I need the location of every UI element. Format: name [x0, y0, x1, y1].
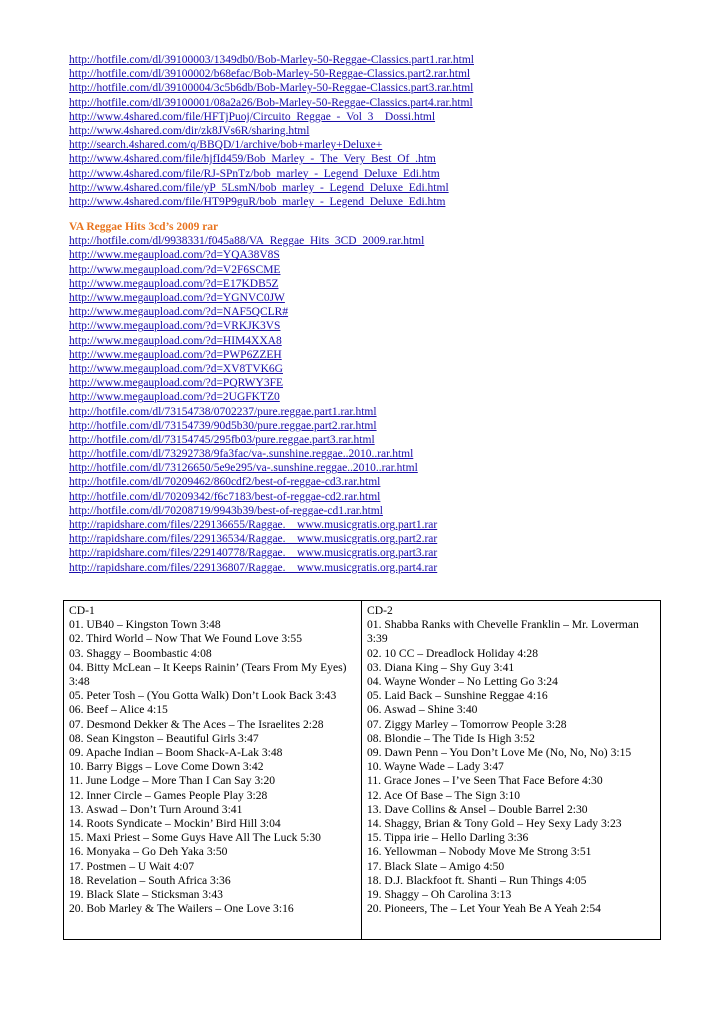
download-link[interactable]: http://www.4shared.com/file/HFTjPuoj/Circuito_Reggae_-_Vol_3__Dossi.html: [69, 110, 436, 123]
track-item: 06. Aswad – Shine 3:40: [367, 703, 478, 717]
download-link[interactable]: http://www.megaupload.com/?d=PQRWY3FE: [69, 377, 283, 390]
track-item: 20. Bob Marley & The Wailers – One Love 3:16: [69, 902, 294, 916]
download-link[interactable]: http://hotfile.com/dl/70209342/f6c7183/best-of-reggae-cd2.rar.html: [69, 490, 381, 503]
download-link[interactable]: http://hotfile.com/dl/73126650/5e9e295/va-.sunshine.reggae..2010..rar.html: [69, 462, 418, 475]
download-link[interactable]: http://www.4shared.com/file/yP_5LsmN/bob_marley_-_Legend_Deluxe_Edi.html: [69, 181, 449, 194]
download-link[interactable]: http://www.megaupload.com/?d=V2F6SCME: [69, 263, 281, 276]
track-item: 18. D.J. Blackfoot ft. Shanti – Run Things 4:05: [367, 873, 587, 887]
download-link[interactable]: http://hotfile.com/dl/39100003/1349db0/Bob-Marley-50-Reggae-Classics.part1.rar.html: [69, 54, 474, 66]
download-link[interactable]: http://hotfile.com/dl/39100004/3c5b6db/Bob-Marley-50-Reggae-Classics.part3.rar.html: [69, 82, 474, 95]
download-link[interactable]: http://www.megaupload.com/?d=PWP6ZZEH: [69, 348, 282, 361]
track-item: 07. Ziggy Marley – Tomorrow People 3:28: [367, 717, 567, 731]
track-item: 05. Peter Tosh – (You Gotta Walk) Don’t Look Back 3:43: [69, 689, 337, 703]
download-link[interactable]: http://www.megaupload.com/?d=YQA38V8S: [69, 249, 280, 262]
section-title: VA Reggae Hits 3cd’s 2009 rar: [69, 221, 219, 234]
download-link[interactable]: http://www.4shared.com/dir/zk8JVs6R/sharing.html: [69, 124, 310, 137]
download-link[interactable]: http://www.megaupload.com/?d=NAF5QCLR#: [69, 306, 289, 319]
download-link[interactable]: http://www.megaupload.com/?d=E17KDB5Z: [69, 277, 279, 290]
download-link[interactable]: http://hotfile.com/dl/73154739/90d5b30/pure.reggae.part2.rar.html: [69, 419, 377, 432]
download-link[interactable]: http://hotfile.com/dl/39100002/b68efac/Bob-Marley-50-Reggae-Classics.part2.rar.html: [69, 68, 471, 81]
track-item: 16. Monyaka – Go Deh Yaka 3:50: [69, 845, 228, 859]
download-link[interactable]: http://www.4shared.com/file/hjfId459/Bob_Marley_-_The_Very_Best_Of_.htm: [69, 153, 436, 166]
track-item: 15. Tippa irie – Hello Darling 3:36: [367, 831, 529, 845]
track-item: 03. Diana King – Shy Guy 3:41: [367, 660, 515, 674]
track-item: 20. Pioneers, The – Let Your Yeah Be A Yeah 2:54: [367, 902, 601, 916]
track-item: 06. Beef – Alice 4:15: [69, 703, 168, 717]
download-link[interactable]: http://rapidshare.com/files/229136655/Raggae.__www.musicgratis.org.part1.rar: [69, 519, 438, 531]
track-item: 07. Desmond Dekker & The Aces – The Israelites 2:28: [69, 717, 324, 731]
download-links-block: [69, 53, 709, 575]
cd1-heading: CD-1: [69, 604, 95, 617]
track-item: 16. Yellowman – Nobody Move Me Strong 3:51: [367, 845, 592, 859]
track-item: 05. Laid Back – Sunshine Reggae 4:16: [367, 689, 548, 703]
track-item: 03. Shaggy – Boombastic 4:08: [69, 646, 212, 660]
track-item: 17. Black Slate – Amigo 4:50: [367, 859, 505, 873]
cd2-column: [362, 601, 660, 939]
track-item: 14. Roots Syndicate – Mockin’ Bird Hill 3:04: [69, 817, 281, 831]
download-link[interactable]: http://hotfile.com/dl/9938331/f045a88/VA_Reggae_Hits_3CD_2009.rar.html: [69, 235, 425, 248]
track-item: 02. 10 CC – Dreadlock Holiday 4:28: [367, 646, 538, 660]
download-link[interactable]: http://hotfile.com/dl/70208719/9943b39/best-of-reggae-cd1.rar.html: [69, 504, 383, 517]
cd2-track-list: [367, 618, 654, 916]
track-item: 04. Bitty McLean – It Keeps Rainin’ (Tears From My Eyes) 3:48: [69, 660, 347, 689]
download-link[interactable]: http://rapidshare.com/files/229140778/Raggae.__www.musicgratis.org.part3.rar: [69, 547, 438, 560]
download-link[interactable]: http://rapidshare.com/files/229136807/Raggae.__www.musicgratis.org.part4.rar: [69, 561, 438, 574]
download-link[interactable]: http://hotfile.com/dl/73154745/295fb03/pure.reggae.part3.rar.html: [69, 433, 375, 446]
download-link[interactable]: http://hotfile.com/dl/73154738/0702237/pure.reggae.part1.rar.html: [69, 405, 377, 418]
track-item: 19. Shaggy – Oh Carolina 3:13: [367, 888, 512, 902]
download-link[interactable]: http://search.4shared.com/q/BBQD/1/archive/bob+marley+Deluxe+: [69, 139, 383, 152]
track-item: 17. Postmen – U Wait 4:07: [69, 859, 195, 873]
link-list-top: [69, 53, 709, 209]
download-link[interactable]: http://www.4shared.com/file/RJ-SPnTz/bob_marley_-_Legend_Deluxe_Edi.htm: [69, 167, 440, 180]
link-list-bottom: [69, 234, 709, 575]
track-item: 09. Apache Indian – Boom Shack-A-Lak 3:48: [69, 746, 283, 760]
cd1-track-list: [69, 618, 355, 916]
track-item: 15. Maxi Priest – Some Guys Have All The Luck 5:30: [69, 831, 321, 845]
track-item: 13. Dave Collins & Ansel – Double Barrel 2:30: [367, 802, 588, 816]
spacer: [69, 209, 709, 220]
track-item: 04. Wayne Wonder – No Letting Go 3:24: [367, 675, 558, 689]
download-link[interactable]: http://hotfile.com/dl/39100001/08a2a26/Bob-Marley-50-Reggae-Classics.part4.rar.html: [69, 96, 473, 109]
track-item: 18. Revelation – South Africa 3:36: [69, 873, 231, 887]
download-link[interactable]: http://hotfile.com/dl/70209462/860cdf2/best-of-reggae-cd3.rar.html: [69, 476, 381, 489]
download-link[interactable]: http://hotfile.com/dl/73292738/9fa3fac/va-.sunshine.reggae..2010..rar.html: [69, 448, 414, 461]
track-item: 11. Grace Jones – I’ve Seen That Face Before 4:30: [367, 774, 603, 788]
download-link[interactable]: http://www.megaupload.com/?d=HIM4XXA8: [69, 334, 282, 347]
track-item: 10. Barry Biggs – Love Come Down 3:42: [69, 760, 264, 774]
track-item: 14. Shaggy, Brian & Tony Gold – Hey Sexy Lady 3:23: [367, 817, 622, 831]
cd1-column: [64, 601, 362, 939]
track-item: 08. Blondie – The Tide Is High 3:52: [367, 731, 535, 745]
track-item: 02. Third World – Now That We Found Love 3:55: [69, 632, 303, 646]
download-link[interactable]: http://rapidshare.com/files/229136534/Raggae.__www.musicgratis.org.part2.rar: [69, 533, 438, 546]
download-link[interactable]: http://www.megaupload.com/?d=YGNVC0JW: [69, 292, 285, 304]
track-item: 12. Inner Circle – Games People Play 3:28: [69, 788, 268, 802]
track-item: 10. Wayne Wade – Lady 3:47: [367, 760, 504, 774]
track-item: 01. Shabba Ranks with Chevelle Franklin – Mr. Loverman 3:39: [367, 618, 639, 646]
download-link[interactable]: http://www.megaupload.com/?d=XV8TVK6G: [69, 362, 283, 375]
track-item: 01. UB40 – Kingston Town 3:48: [69, 618, 221, 632]
track-item: 11. June Lodge – More Than I Can Say 3:20: [69, 774, 276, 788]
tracklist-table: [63, 600, 661, 940]
cd2-heading: CD-2: [367, 604, 393, 617]
track-item: 08. Sean Kingston – Beautiful Girls 3:47: [69, 731, 259, 745]
track-item: 19. Black Slate – Sticksman 3:43: [69, 888, 223, 902]
track-item: 13. Aswad – Don’t Turn Around 3:41: [69, 802, 243, 816]
download-link[interactable]: http://www.megaupload.com/?d=2UGFKTZ0: [69, 391, 280, 404]
track-item: 09. Dawn Penn – You Don’t Love Me (No, No, No) 3:15: [367, 746, 632, 760]
track-item: 12. Ace Of Base – The Sign 3:10: [367, 788, 521, 802]
download-link[interactable]: http://www.4shared.com/file/HT9P9guR/bob_marley_-_Legend_Deluxe_Edi.htm: [69, 195, 446, 208]
download-link[interactable]: http://www.megaupload.com/?d=VRKJK3VS: [69, 320, 281, 333]
